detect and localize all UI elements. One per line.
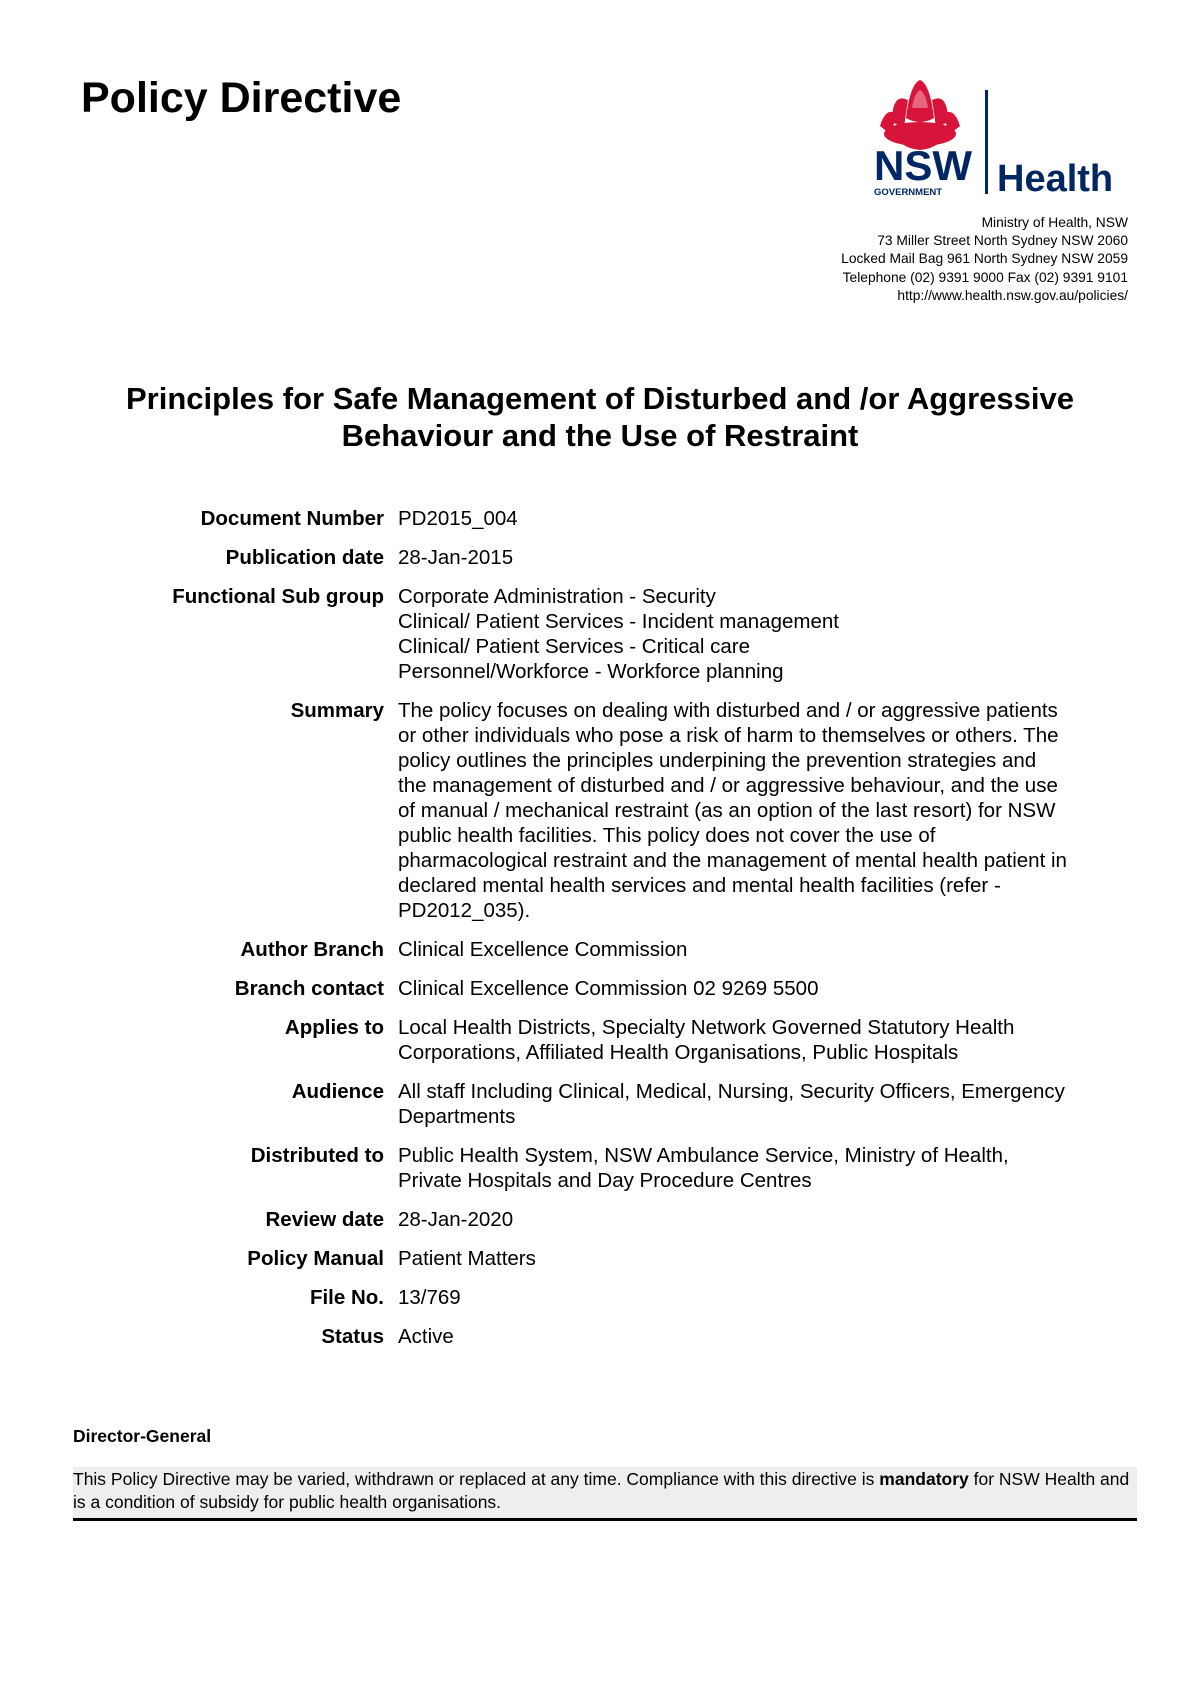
metadata-row	[0, 1207, 1200, 1232]
field-value-line: 28-Jan-2015	[398, 546, 514, 569]
field-value	[398, 506, 1128, 531]
field-value-line: Departments	[398, 1105, 516, 1128]
field-label: Status	[321, 1325, 384, 1348]
field-value-line: Clinical Excellence Commission 02 9269 5500	[398, 977, 819, 1000]
notice-mandatory: mandatory	[879, 1469, 969, 1489]
field-value-line: All staff Including Clinical, Medical, Nursing, Security Officers, Emergency	[398, 1080, 1065, 1103]
field-value-line: Clinical/ Patient Services - Critical care	[398, 635, 751, 658]
field-value	[398, 1015, 1128, 1065]
field-value	[398, 976, 1128, 1001]
metadata-row	[0, 584, 1200, 684]
field-value-line: Clinical Excellence Commission	[398, 938, 688, 961]
field-value-line: 28-Jan-2020	[398, 1208, 514, 1231]
field-label: Author Branch	[240, 938, 384, 961]
compliance-notice	[73, 1467, 1137, 1521]
field-label: Functional Sub group	[172, 585, 384, 608]
field-value-line: PD2012_035).	[398, 899, 531, 922]
metadata-row	[0, 1143, 1200, 1193]
nsw-health-logo	[868, 78, 1128, 198]
field-value-line: 13/769	[398, 1286, 461, 1309]
field-label: Summary	[290, 699, 384, 722]
field-value-line: Clinical/ Patient Services - Incident management	[398, 610, 839, 633]
waratah-flower-icon	[868, 78, 1128, 198]
field-value-line: Corporate Administration - Security	[398, 585, 716, 608]
metadata-row	[0, 976, 1200, 1001]
field-value-line: Private Hospitals and Day Procedure Centres	[398, 1169, 812, 1192]
field-value-line: pharmacological restraint and the management of mental health patient in	[398, 849, 1067, 872]
field-value-line: PD2015_004	[398, 507, 518, 530]
ministry-address	[841, 214, 1128, 305]
field-value-line: The policy focuses on dealing with disturbed and / or aggressive patients	[398, 699, 1058, 722]
field-value-line: Public Health System, NSW Ambulance Service, Ministry of Health,	[398, 1144, 1009, 1167]
metadata-row	[0, 1285, 1200, 1310]
field-label: Policy Manual	[247, 1247, 384, 1270]
field-label: File No.	[309, 1286, 384, 1309]
director-general-label: Director-General	[73, 1426, 212, 1446]
notice-text-end: for NSW Health and is a condition of subsidy for public health organisations.	[73, 1469, 1130, 1512]
field-value-line: Personnel/Workforce - Workforce planning	[398, 660, 784, 683]
field-value	[398, 1207, 1128, 1232]
address-line: Telephone (02) 9391 9000 Fax (02) 9391 9101	[842, 269, 1128, 285]
metadata-row	[0, 698, 1200, 923]
metadata-row	[0, 506, 1200, 531]
field-value-line: Local Health Districts, Specialty Network Governed Statutory Health	[398, 1016, 1015, 1039]
field-value-line: Patient Matters	[398, 1247, 536, 1270]
field-label: Branch contact	[234, 977, 384, 1000]
document-title	[60, 380, 1140, 454]
address-line: 73 Miller Street North Sydney NSW 2060	[877, 233, 1128, 249]
field-label: Review date	[265, 1208, 384, 1231]
field-value	[398, 1285, 1128, 1310]
field-label: Publication date	[225, 546, 384, 569]
address-line: Locked Mail Bag 961 North Sydney NSW 2059	[841, 251, 1128, 267]
metadata-row	[0, 1246, 1200, 1271]
field-label: Distributed to	[250, 1144, 384, 1167]
field-value	[398, 937, 1128, 962]
document-metadata	[0, 506, 1200, 1363]
logo-divider	[985, 90, 988, 194]
field-value	[398, 1143, 1128, 1193]
field-label: Audience	[291, 1080, 384, 1103]
field-value	[398, 584, 1128, 684]
address-line: http://www.health.nsw.gov.au/policies/	[897, 287, 1128, 303]
field-value	[398, 1246, 1128, 1271]
field-value	[398, 1324, 1128, 1349]
field-value-line: public health facilities. This policy does not cover the use of	[398, 824, 936, 847]
title-line: Principles for Safe Management of Disturbed and /or Aggressive	[125, 381, 1074, 416]
field-value-line: policy outlines the principles underpining the prevention strategies and	[398, 749, 1037, 772]
field-value-line: or other individuals who pose a risk of harm to themselves or others. The	[398, 724, 1059, 747]
field-value	[398, 1079, 1128, 1129]
field-value-line: Active	[398, 1325, 454, 1348]
field-value	[398, 698, 1128, 923]
field-value-line: declared mental health services and mental health facilities (refer -	[398, 874, 1001, 897]
logo-health-text: Health	[997, 158, 1114, 198]
metadata-row	[0, 1324, 1200, 1349]
notice-text: This Policy Directive may be varied, withdrawn or replaced at any time. Compliance with this directive is	[73, 1469, 880, 1489]
metadata-row	[0, 1079, 1200, 1129]
logo-government-text: GOVERNMENT	[874, 187, 943, 198]
metadata-row	[0, 937, 1200, 962]
address-line: Ministry of Health, NSW	[981, 215, 1128, 230]
field-value-line: the management of disturbed and / or aggressive behaviour, and the use	[398, 774, 1058, 797]
field-value-line: Corporations, Affiliated Health Organisations, Public Hospitals	[398, 1041, 959, 1064]
field-value-line: of manual / mechanical restraint (as an option of the last resort) for NSW	[398, 799, 1056, 822]
logo-nsw-text: NSW	[874, 142, 972, 189]
field-label: Document Number	[200, 507, 384, 530]
policy-directive-heading: Policy Directive	[81, 74, 402, 122]
field-value	[398, 545, 1128, 570]
metadata-row	[0, 1015, 1200, 1065]
title-line: Behaviour and the Use of Restraint	[341, 418, 859, 453]
metadata-row	[0, 545, 1200, 570]
field-label: Applies to	[284, 1016, 384, 1039]
